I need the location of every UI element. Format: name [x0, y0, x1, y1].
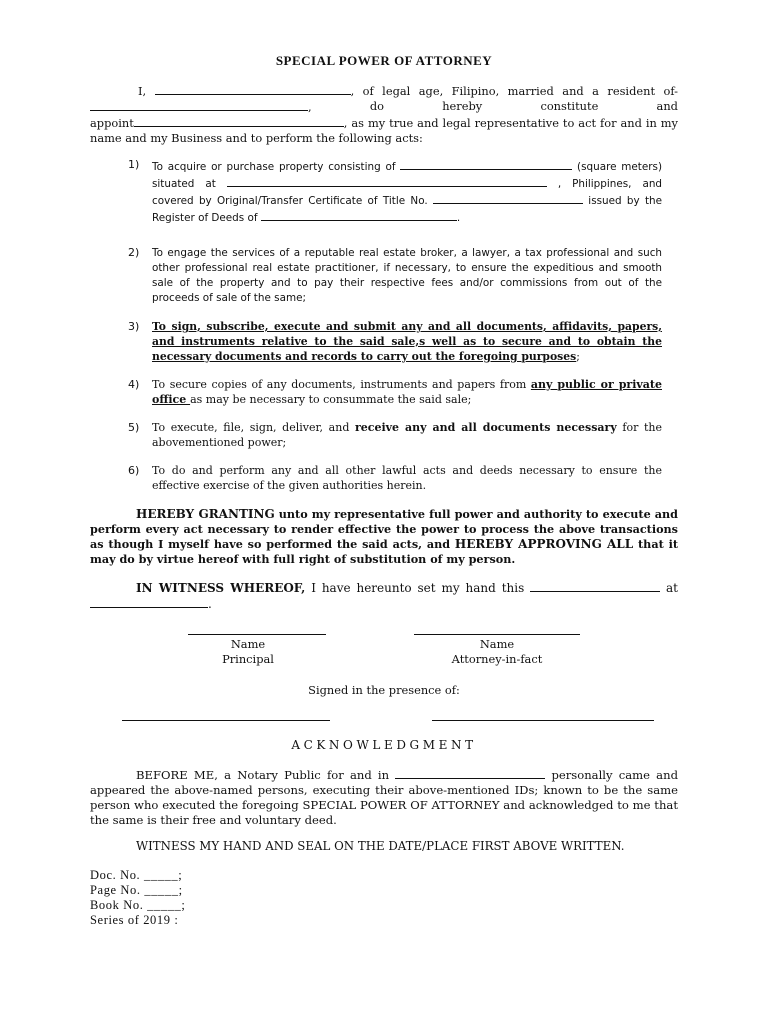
list-item-4: 4) To secure copies of any documents, instruments and papers from any public or private office as may be necessary to consummate the said sale;: [128, 378, 662, 406]
list-item-6: 6) To do and perform any and all other lawful acts and deeds necessary to ensure the effective exercise of the given authorities herein.: [128, 464, 662, 492]
document-title: SPECIAL POWER OF ATTORNEY: [275, 53, 493, 68]
book-number: Book No. _____;: [90, 898, 186, 912]
witness-paragraph: IN WITNESS WHEREOF, I have hereunto set my hand this at .: [90, 580, 678, 612]
principal-name-label: Name: [230, 637, 266, 651]
date-blank: [530, 580, 660, 592]
doc-number: Doc. No. _____;: [90, 868, 183, 882]
attorney-name-blank: [134, 115, 344, 127]
presence-label: Signed in the presence of:: [308, 683, 460, 697]
witness-1-signature-line: [122, 720, 330, 721]
witness-hand-seal: WITNESS MY HAND AND SEAL ON THE DATE/PLACE FIRST ABOVE WRITTEN.: [136, 839, 625, 853]
page-number: Page No. _____;: [90, 883, 183, 897]
principal-signature-line: [188, 634, 326, 635]
list-item-1: 1) To acquire or purchase property consisting of (square meters) situated at , Philippines, and covered by Original/Transfer Certificate of Title No. issued by the Register of Deeds of .: [128, 158, 663, 224]
principal-name-blank: [155, 83, 351, 95]
intro-paragraph: I, , of legal age, Filipino, married and a resident of- , do hereby constitute and appoint , as my true and legal representative to act for and in my name and my Business and to perform the following acts:: [90, 84, 678, 145]
notary-place-blank: [395, 767, 545, 779]
acknowledgment-paragraph: BEFORE ME, a Notary Public for and in personally came and appeared the above-named persons, executing their above-mentioned IDs; known to be the same person who executed the foregoing SPECIAL POWER OF ATTORNEY and acknowledged to me that the same is their free and voluntary deed.: [90, 768, 678, 827]
attorney-role-label: Attorney-in-fact: [451, 652, 543, 666]
acknowledgment-heading: ACKNOWLEDGMENT: [291, 738, 477, 752]
witness-2-signature-line: [432, 720, 654, 721]
residence-blank: [90, 99, 308, 111]
list-item-5: 5) To execute, file, sign, deliver, and receive any and all documents necessary for the abovementioned power;: [128, 421, 662, 449]
list-item-2: 2) To engage the services of a reputable real estate broker, a lawyer, a tax professional and such other professional real estate practitioner, if necessary, to ensure the expeditious and smooth sale of the property and to pay their respective fees and/or commissions from out of the proceeds of sale of the same;: [128, 246, 662, 304]
granting-paragraph: HEREBY GRANTING unto my representative full power and authority to execute and perform every act necessary to render effective the power to process the above transactions as though I myself have so performed the said acts, and HEREBY APPROVING ALL that it may do by virtue hereof with full right of substitution of my person.: [90, 507, 678, 566]
place-blank: [90, 596, 208, 608]
attorney-signature-line: [414, 634, 580, 635]
principal-role-label: Principal: [222, 652, 274, 666]
attorney-name-label: Name: [479, 637, 515, 651]
series-year: Series of 2019 :: [90, 913, 179, 927]
list-item-3: 3) To sign, subscribe, execute and submit any and all documents, affidavits, papers, and instruments relative to the said sale,s well as to secure and to obtain the necessary documents and records to carry out the foregoing purposes;: [128, 320, 662, 363]
